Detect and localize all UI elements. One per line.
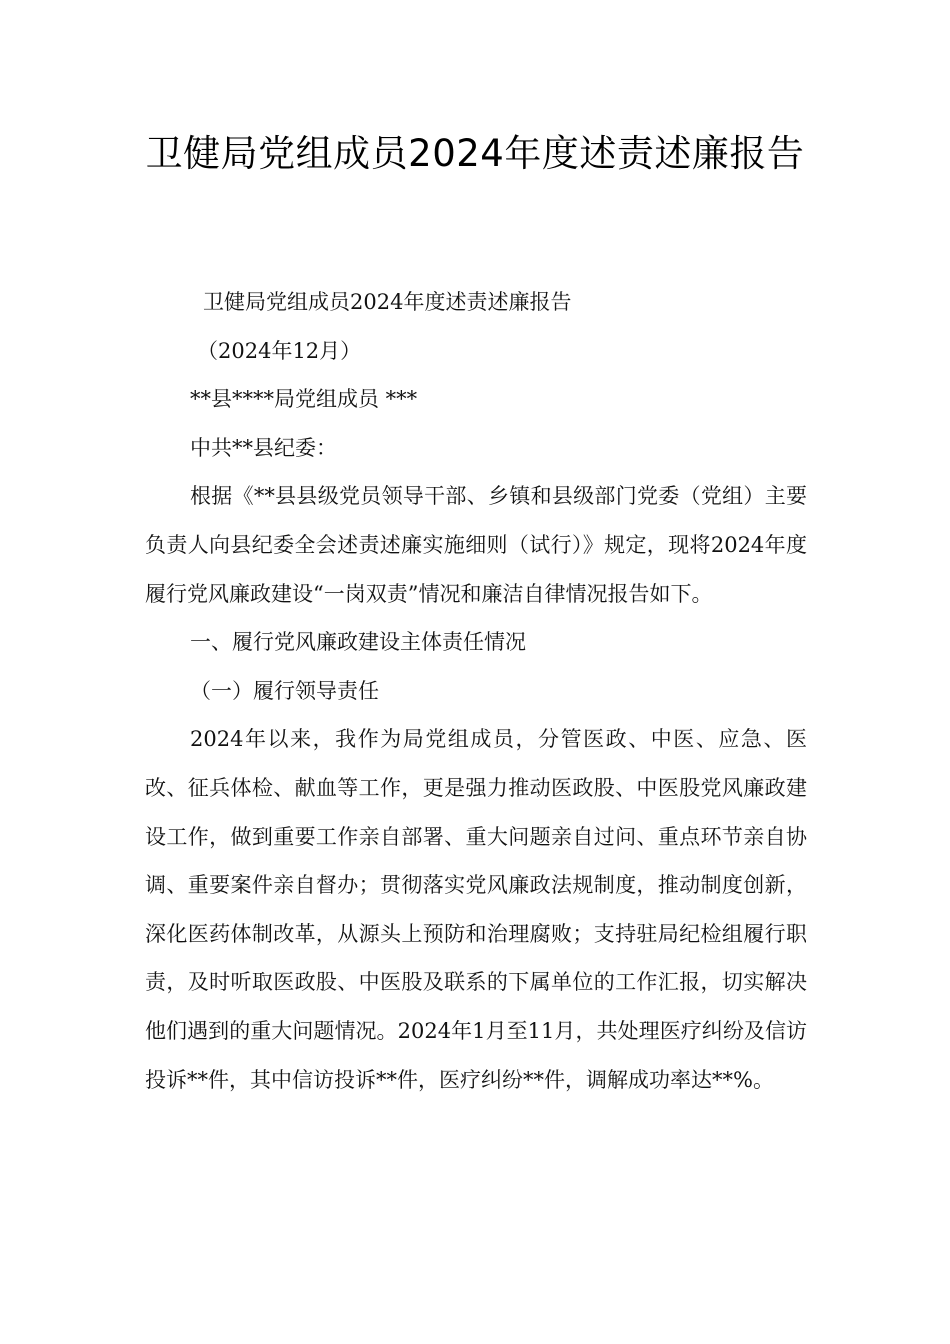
report-author: **县****局党组成员 *** [190, 387, 418, 412]
report-recipient: 中共**县纪委： [190, 435, 337, 460]
report-subtitle: 卫健局党组成员2024年度述责述廉报告 [203, 290, 572, 314]
intro-paragraph: 根据《**县县级党员领导干部、乡镇和县级部门党委（党组）主要负责人向县纪委全会述责述廉实施细则（试行）》规定，现将2024年度履行党风廉政建设“一岗双责”情况和廉洁自律情况报告如下。 [145, 484, 807, 606]
document-title: 卫健局党组成员2024年度述责述廉报告 [145, 132, 805, 175]
body-paragraph-1: 2024年以来，我作为局党组成员，分管医政、中医、应急、医改、征兵体检、献血等工作，更是强力推动医政股、中医股党风廉政建设工作，做到重要工作亲自部署、重大问题亲自过问、重点环节亲自协调、重要案件亲自督办；贯彻落实党风廉政法规制度，推动制度创新，深化医药体制改革，从源头上预防和治理腐败；支持驻局纪检组履行职责，及时听取医政股、中医股及联系的下属单位的工作汇报，切实解决他们遇到的重大问题情况。2024年1月至11月，共处理医疗纠纷及信访投诉**件，其中信访投诉**件，医疗纠纷**件，调解成功率达**%。 [145, 727, 807, 1092]
document-body [145, 278, 807, 1104]
section-heading-1: 一、履行党风廉政建设主体责任情况 [190, 630, 526, 655]
report-date: （2024年12月） [197, 338, 362, 363]
subsection-heading-1: （一）履行领导责任 [190, 678, 379, 703]
